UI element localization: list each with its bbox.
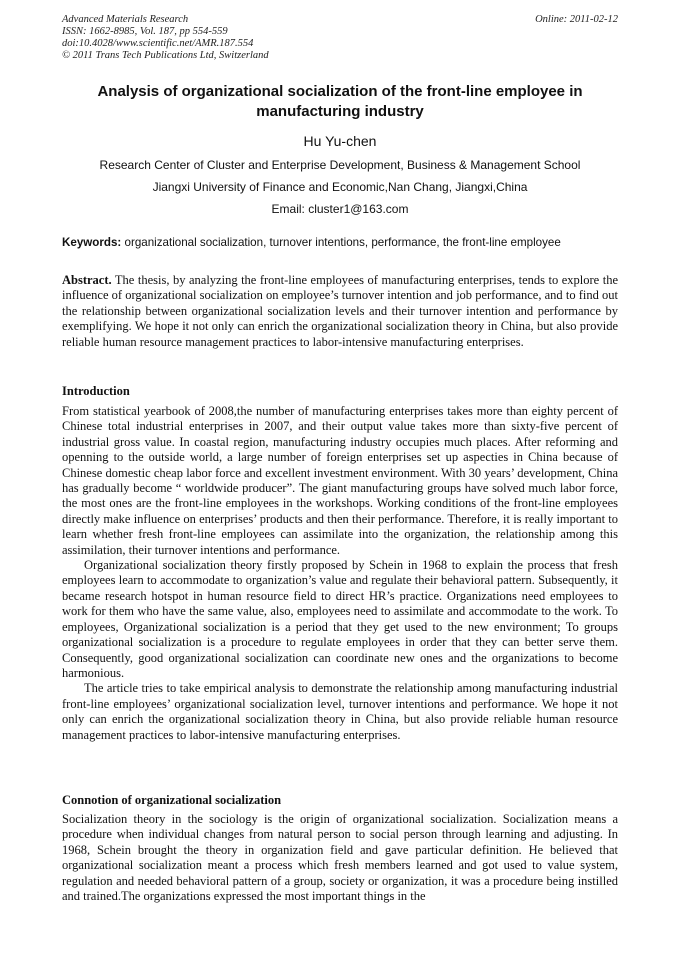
affiliation-line-1: Research Center of Cluster and Enterprise Development, Business & Management School [99,158,581,172]
issn-line: ISSN: 1662-8985, Vol. 187, pp 554-559 [62,26,228,37]
keywords-line [62,235,618,251]
introduction-paragraph-2: Organizational socialization theory firstly proposed by Schein in 1968 to explain the process that fresh employees learn to accommodate to organization’s value and regulate their behavioral pattern. Subsequently, it became research hotspot in human resource field to direct HR’s practice. Organizations need employees to work for them who have the same value, also, employees need to assimilate and accommodate to the work. To employees, Organizational socialization is a period that they get used to the new environment; To groups organizational socialization is a procedure to regulate employees in order that they can better serve them. Consequently, good organizational socialization can coordinate new ones and the organizations to become harmonious. [62,558,618,680]
abstract-label: Abstract. [62,273,112,287]
connotion-section [62,812,618,904]
keywords-text: organizational socialization, turnover intentions, performance, the front-line employee [124,236,561,249]
paper-title: Analysis of organizational socialization of the front-line employee in manufacturing industry [97,83,583,120]
keywords-label: Keywords: [62,236,122,249]
abstract-paragraph [62,273,618,350]
journal-header [62,14,618,62]
online-date: Online: 2011-02-12 [535,14,618,25]
introduction-heading: Introduction [62,384,130,398]
connotion-paragraph-1: Socialization theory in the sociology is the origin of organizational socialization. Socialization means a procedure when individual changes from natural person to social person through learning and adjusting. In 1968, Schein brought the theory in organization field and gave particular definition. He believed that organizational socialization meant a process which fresh members learned and got used to value system, regulation and needed behavioral pattern of a group, society or organization, it was a procedure being instilled and trained.The organizations expressed the most important things in the [62,812,618,904]
abstract-text: The thesis, by analyzing the front-line employees of manufacturing enterprises, tends to explore the influence of organizational socialization on employee’s turnover intention and job performance, and to find out the relationship between organizational socialization levels and their turnover intention and performance by exemplifying. We hope it not only can enrich the organizational socialization theory in China, but also provide reliable human resource management practices to labor-intensive manufacturing enterprises. [62,273,618,349]
connotion-heading: Connotion of organizational socialization [62,793,282,807]
affiliation-line-2: Jiangxi University of Finance and Economic,Nan Chang, Jiangxi,China [152,180,528,194]
introduction-paragraph-1: From statistical yearbook of 2008,the number of manufacturing enterprises takes more than eighty percent of Chinese total industrial enterprises in 2007, and their output value takes more than sixty-five percent of industrial gross value. In coastal region, manufacturing industry occupies much places. After reforming and openning to the outside world, a large number of foreign enterprises set up aspecties in China because of Chinese domestic cheap labor force and excellent investment environment. With 30 years’ development, China has gradually become “ worldwide producer”. The giant manufacturing groups have solved much labor force, the most ones are the front-line employees in the workshops. Working conditions of the front-line employees directly make influence on enterprises’ products and then their performance. Therefore, it is really important to learn whether fresh front-line employees can assimilate into the organization, the relationship among this assimilation, their turnover intentions and performance. [62,404,618,557]
introduction-paragraph-3: The article tries to take empirical analysis to demonstrate the relationship among manufacturing industrial front-line employees’ organizational socialization level, turnover intentions and performance. We hope it not only can enrich the organizational socialization theory in China, but also provide reliable human resource management practices to labor-intensive manufacturing enterprises. [62,681,618,742]
journal-name: Advanced Materials Research [62,14,189,25]
doi-line: doi:10.4028/www.scientific.net/AMR.187.554 [62,38,254,49]
author-name: Hu Yu-chen [303,133,377,149]
introduction-section [62,404,618,743]
author-email: Email: cluster1@163.com [271,202,409,216]
copyright-line: © 2011 Trans Tech Publications Ltd, Switzerland [62,50,269,61]
